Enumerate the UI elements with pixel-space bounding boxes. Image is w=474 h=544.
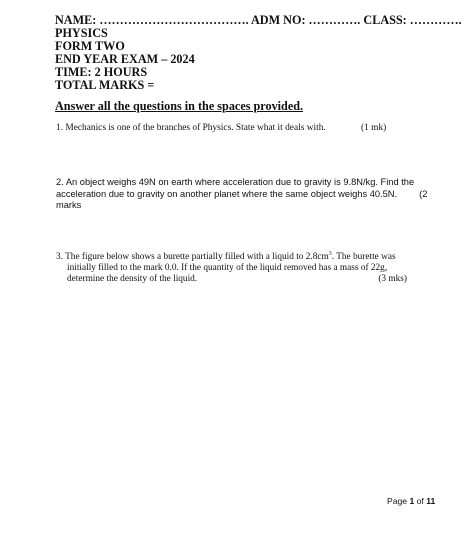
question-2-marks-open: (2	[419, 188, 428, 199]
total-marks: TOTAL MARKS =	[55, 78, 155, 92]
cubic-superscript: 3	[328, 250, 332, 257]
question-2-line-1: 2. An object weighs 49N on earth where acceleration due to gravity is 9.8N/kg. Find the	[56, 177, 415, 187]
page-number-footer: Page 1 of 11	[387, 496, 436, 506]
question-3	[56, 250, 407, 286]
subject-title: PHYSICS	[55, 26, 108, 40]
question-1-marks: (1 mk)	[361, 123, 387, 133]
question-3-line-1: 3. The figure below shows a burette partially filled with a liquid to $2.8cm^3$. The burette was	[56, 250, 396, 262]
total-pages: 11	[426, 496, 436, 506]
question-1	[56, 123, 426, 135]
exam-duration: TIME: 2 HOURS	[55, 65, 148, 79]
instructions-heading: Answer all the questions in the spaces provided.	[55, 99, 304, 113]
question-3-line-2: initially filled to the mark 0.0. If the quantity of the liquid removed has a mass of 22g,	[67, 263, 388, 274]
question-2-line-2	[56, 189, 431, 201]
question-3-marks: (3 mks)	[378, 274, 407, 285]
exam-title: END YEAR EXAM – 2024	[55, 52, 195, 66]
question-2-marks-word: marks	[56, 200, 82, 211]
current-page: 1	[409, 496, 415, 506]
question-1-number: 1.	[56, 123, 64, 133]
question-2-text-2: acceleration due to gravity on another planet where the same object weighs 40.5N.	[56, 188, 398, 199]
student-details-line: NAME: ………………………………. ADM NO: …………. CLASS: ………….	[55, 13, 462, 27]
question-3-line-3: determine the density of the liquid.	[67, 274, 198, 285]
form-level: FORM TWO	[55, 39, 125, 53]
question-2	[56, 177, 431, 212]
question-1-text: Mechanics is one of the branches of Physics. State what it deals with.	[65, 123, 326, 133]
